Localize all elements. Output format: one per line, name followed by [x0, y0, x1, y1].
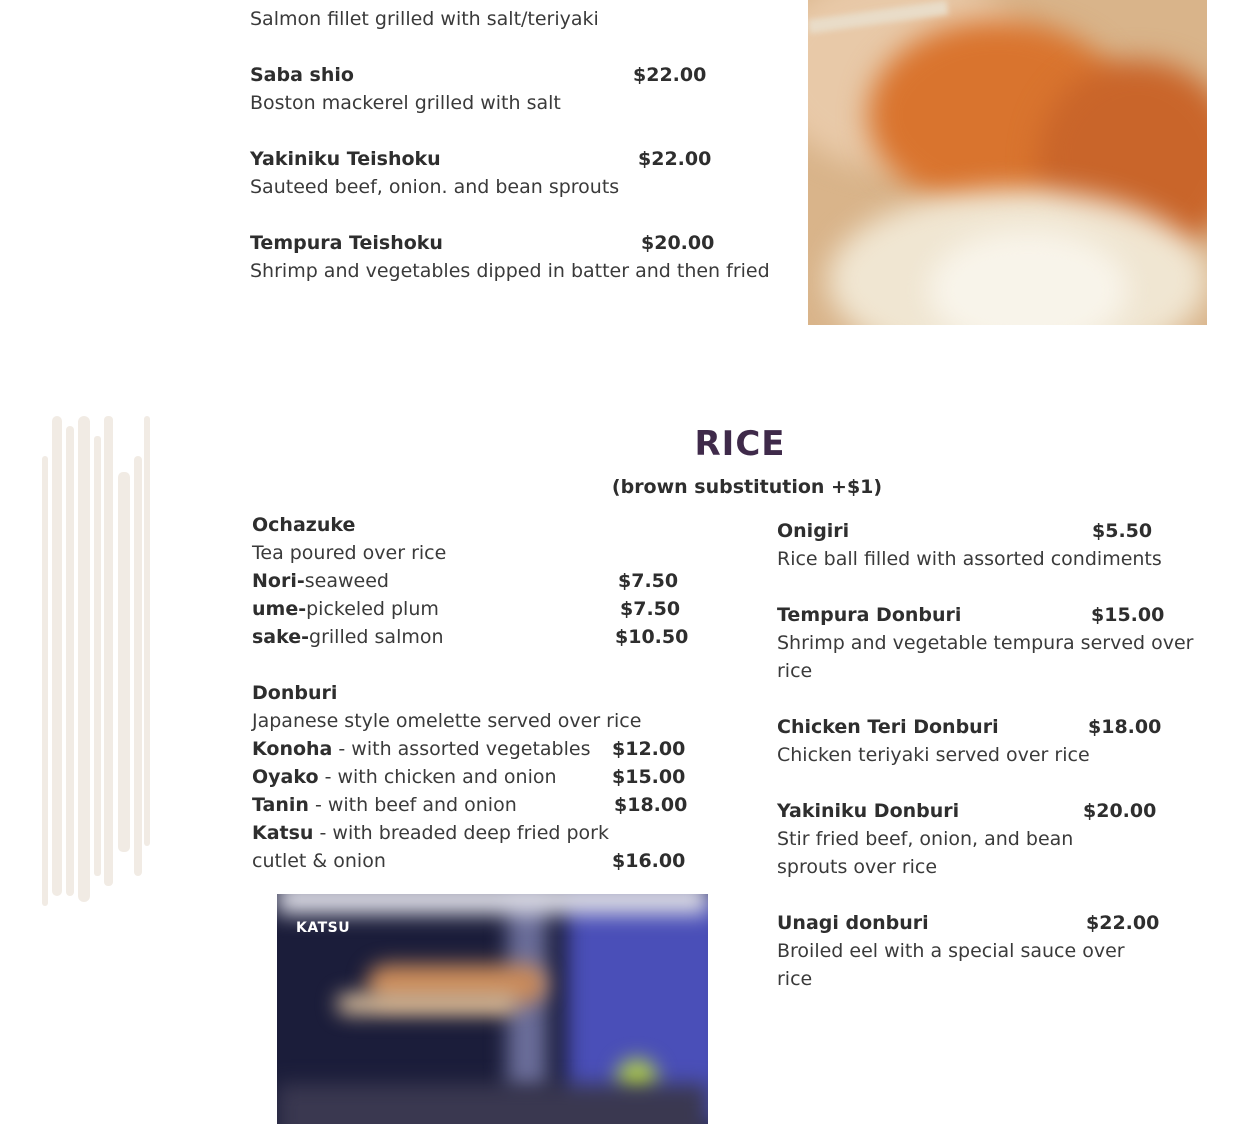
desc-donburi: Japanese style omelette served over rice: [252, 710, 642, 732]
item-desc-tempura-donburi-line2: rice: [777, 660, 813, 682]
option-ume: [252, 598, 439, 620]
option-nori: [252, 570, 389, 592]
desc-ochazuke: Tea poured over rice: [252, 542, 447, 564]
price-konoha: $12.00: [612, 738, 686, 760]
heading-donburi: Donburi: [252, 682, 338, 704]
item-name-yakiniku-teishoku: Yakiniku Teishoku: [250, 148, 441, 170]
item-name-onigiri: Onigiri: [777, 520, 850, 542]
price-nori: $7.50: [618, 570, 679, 592]
price-tanin: $18.00: [614, 794, 688, 816]
option-oyako: [252, 766, 557, 788]
option-detail: - with breaded deep fried pork: [313, 822, 609, 844]
item-name-tempura-teishoku: Tempura Teishoku: [250, 232, 443, 254]
option-name: Nori-: [252, 570, 305, 592]
heading-ochazuke: Ochazuke: [252, 514, 356, 536]
item-price-unagi-donburi: $22.00: [1086, 912, 1160, 934]
katsu-food-photo: [277, 894, 708, 1124]
photo-caption-katsu: KATSU: [296, 920, 351, 936]
item-desc-yakiniku-donburi-line2: sprouts over rice: [777, 856, 938, 878]
option-detail: - with chicken and onion: [318, 766, 557, 788]
item-price-tempura-donburi: $15.00: [1091, 604, 1165, 626]
item-name-chicken-teri-donburi: Chicken Teri Donburi: [777, 716, 999, 738]
item-desc-tempura-teishoku: Shrimp and vegetables dipped in batter and then fried: [250, 260, 770, 282]
option-name: ume-: [252, 598, 307, 620]
item-price-yakiniku-teishoku: $22.00: [638, 148, 712, 170]
option-detail: pickeled plum: [306, 598, 439, 620]
brush-stroke-decoration: [38, 416, 156, 906]
section-title-rice: RICE: [694, 424, 786, 464]
item-desc-unagi-donburi: Broiled eel with a special sauce over: [777, 940, 1125, 962]
option-detail: - with beef and onion: [308, 794, 517, 816]
option-detail: grilled salmon: [309, 626, 444, 648]
option-name: Tanin: [252, 794, 309, 816]
item-name-yakiniku-donburi: Yakiniku Donburi: [777, 800, 960, 822]
item-desc-yakiniku-donburi: Stir fried beef, onion, and bean: [777, 828, 1074, 850]
item-desc-yakiniku-teishoku: Sauteed beef, onion. and bean sprouts: [250, 176, 620, 198]
option-konoha: [252, 738, 590, 760]
option-sake: [252, 626, 444, 648]
price-oyako: $15.00: [612, 766, 686, 788]
teishoku-food-photo: [808, 0, 1207, 325]
item-desc-onigiri: Rice ball filled with assorted condiments: [777, 548, 1162, 570]
item-price-saba-shio: $22.00: [633, 64, 707, 86]
price-katsu: $16.00: [612, 850, 686, 872]
option-name: sake-: [252, 626, 310, 648]
item-desc-tempura-donburi: Shrimp and vegetable tempura served over: [777, 632, 1194, 654]
item-desc-saba-shio: Boston mackerel grilled with salt: [250, 92, 561, 114]
item-desc-salmon: Salmon fillet grilled with salt/teriyaki: [250, 8, 599, 30]
item-price-chicken-teri-donburi: $18.00: [1088, 716, 1162, 738]
price-ume: $7.50: [620, 598, 681, 620]
item-desc-unagi-donburi-line2: rice: [777, 968, 813, 990]
option-detail: - with assorted vegetables: [332, 738, 591, 760]
section-subtitle-brown-substitution: (brown substitution +$1): [611, 476, 883, 498]
option-name: Konoha: [252, 738, 333, 760]
item-price-yakiniku-donburi: $20.00: [1083, 800, 1157, 822]
item-price-tempura-teishoku: $20.00: [641, 232, 715, 254]
item-name-saba-shio: Saba shio: [250, 64, 354, 86]
option-tanin: [252, 794, 517, 816]
option-name: Oyako: [252, 766, 319, 788]
option-detail: seaweed: [304, 570, 389, 592]
item-name-unagi-donburi: Unagi donburi: [777, 912, 929, 934]
option-name: Katsu: [252, 822, 314, 844]
item-desc-chicken-teri-donburi: Chicken teriyaki served over rice: [777, 744, 1090, 766]
option-katsu: [252, 822, 609, 844]
price-sake: $10.50: [615, 626, 689, 648]
option-katsu-detail-line2: cutlet & onion: [252, 850, 386, 872]
item-price-onigiri: $5.50: [1092, 520, 1153, 542]
item-name-tempura-donburi: Tempura Donburi: [777, 604, 962, 626]
